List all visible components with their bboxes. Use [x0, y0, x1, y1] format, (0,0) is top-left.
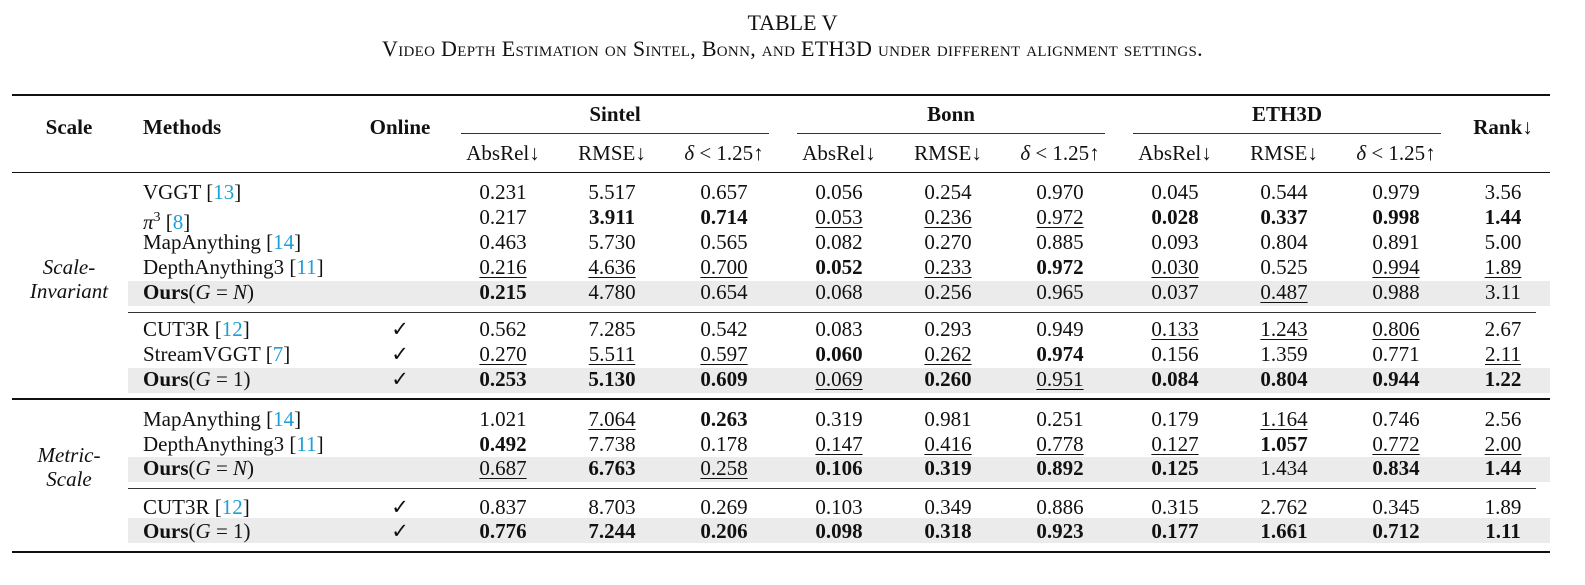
- metric-value: 0.806: [1372, 317, 1420, 341]
- citation-link[interactable]: [11]: [284, 432, 324, 456]
- metric-value: 0.084: [1151, 367, 1199, 391]
- metric-value: 0.700: [700, 255, 748, 279]
- metric-value: 4.780: [588, 280, 636, 304]
- metric-value: 0.525: [1260, 255, 1308, 279]
- method-config: (G = N): [188, 456, 255, 480]
- metric-value: 0.972: [1036, 255, 1084, 279]
- subgroup-separator-2: [128, 488, 1536, 489]
- rank-value: 2.67: [1484, 317, 1522, 341]
- metric-value: 0.045: [1151, 180, 1199, 204]
- metric-value: 0.069: [815, 367, 863, 391]
- metric-value: 5.511: [588, 342, 636, 366]
- header-rank: Rank↓: [1473, 115, 1533, 139]
- rank-value: 1.11: [1485, 519, 1521, 543]
- metric-value: 0.463: [479, 230, 527, 254]
- citation-link[interactable]: [11]: [284, 255, 324, 279]
- metric-value: 0.217: [479, 205, 527, 229]
- scale-label-metric-line1: Metric-: [37, 443, 101, 467]
- metric-value: 0.125: [1151, 456, 1199, 480]
- subgroup-separator-1: [128, 312, 1536, 313]
- metric-value: 0.834: [1372, 456, 1420, 480]
- metric-value: 2.762: [1260, 495, 1308, 519]
- method-cell: [143, 519, 251, 544]
- method-name: CUT3R: [143, 317, 210, 341]
- method-name: DepthAnything3: [143, 255, 285, 279]
- method-config: (G = N): [188, 280, 255, 304]
- citation-link[interactable]: [14]: [260, 407, 302, 431]
- metric-value: 0.258: [700, 456, 748, 480]
- bonn-underline: [797, 133, 1105, 134]
- method-cell: [143, 456, 254, 481]
- citation-link[interactable]: [14]: [260, 230, 302, 254]
- metric-value: 0.337: [1260, 205, 1308, 229]
- metric-value: 0.778: [1036, 432, 1084, 456]
- metric-value: 0.256: [924, 280, 972, 304]
- metric-value: 0.981: [924, 407, 972, 431]
- method-name: VGGT: [143, 180, 201, 204]
- citation-link[interactable]: [12]: [209, 495, 250, 519]
- method-name: Ours: [143, 280, 189, 304]
- metric-value: 0.804: [1260, 230, 1308, 254]
- metric-value: 0.886: [1036, 495, 1084, 519]
- metric-value: 0.657: [700, 180, 748, 204]
- metric-value: 0.837: [479, 495, 527, 519]
- header-online: Online: [369, 115, 431, 139]
- metric-value: 0.891: [1372, 230, 1420, 254]
- method-name: StreamVGGT: [143, 342, 261, 366]
- scale-label-invariant: [30, 255, 108, 303]
- metric-value: 0.233: [924, 255, 972, 279]
- scale-label-metric: [38, 443, 101, 491]
- header-metric-bonn-rmse: RMSE↓: [914, 141, 982, 165]
- metric-value: 0.972: [1036, 205, 1084, 229]
- metric-value: 0.994: [1372, 255, 1420, 279]
- metric-value: 0.127: [1151, 432, 1199, 456]
- citation-link[interactable]: [7]: [260, 342, 291, 366]
- metric-value: 0.179: [1151, 407, 1199, 431]
- method-cell: [143, 280, 254, 305]
- method-cell: [143, 407, 301, 432]
- rank-value: 3.11: [1485, 280, 1521, 304]
- metric-value: 0.083: [815, 317, 863, 341]
- method-name: MapAnything: [143, 407, 261, 431]
- header-methods: Methods: [143, 115, 222, 139]
- rank-value: 5.00: [1484, 230, 1522, 254]
- metric-value: 0.030: [1151, 255, 1199, 279]
- metric-value: 7.738: [588, 432, 636, 456]
- header-metric-sintel-delta: δ < 1.25↑: [684, 141, 764, 165]
- rank-value: 1.44: [1484, 456, 1522, 480]
- metric-value: 7.244: [588, 519, 636, 543]
- metric-value: 0.885: [1036, 230, 1084, 254]
- online-check-icon: ✓: [391, 367, 409, 391]
- method-name: MapAnything: [143, 230, 261, 254]
- metric-value: 5.130: [588, 367, 636, 391]
- metric-value: 0.951: [1036, 367, 1084, 391]
- metric-value: 0.177: [1151, 519, 1199, 543]
- metric-value: 1.057: [1260, 432, 1308, 456]
- metric-value: 0.216: [479, 255, 527, 279]
- header-metric-bonn-absrel: AbsRel↓: [802, 141, 876, 165]
- metric-value: 0.156: [1151, 342, 1199, 366]
- metric-value: 0.178: [700, 432, 748, 456]
- metric-value: 0.260: [924, 367, 972, 391]
- header-sintel: Sintel: [589, 102, 641, 126]
- metric-value: 0.053: [815, 205, 863, 229]
- method-name: $\pi^3$: [143, 210, 161, 234]
- metric-value: 0.565: [700, 230, 748, 254]
- online-check-icon: ✓: [391, 495, 409, 519]
- rank-value: 1.44: [1484, 205, 1522, 229]
- scale-label-invariant-line1: Scale-: [42, 255, 96, 279]
- metric-value: 0.251: [1036, 407, 1084, 431]
- rank-value: 2.56: [1484, 407, 1522, 431]
- method-cell: [143, 180, 241, 205]
- metric-value: 7.285: [588, 317, 636, 341]
- metric-value: 0.093: [1151, 230, 1199, 254]
- metric-value: 0.970: [1036, 180, 1084, 204]
- metric-value: 1.243: [1260, 317, 1308, 341]
- table-number: TABLE V: [747, 10, 838, 35]
- metric-value: 0.236: [924, 205, 972, 229]
- citation-link[interactable]: [8]: [160, 210, 191, 234]
- header-metric-sintel-absrel: AbsRel↓: [466, 141, 540, 165]
- header-metric-eth3d-rmse: RMSE↓: [1250, 141, 1318, 165]
- metric-value: 8.703: [588, 495, 636, 519]
- metric-value: 0.776: [479, 519, 527, 543]
- citation-link[interactable]: [12]: [209, 317, 250, 341]
- metric-value: 0.949: [1036, 317, 1084, 341]
- metric-value: 1.021: [479, 407, 527, 431]
- header-scale: Scale: [45, 115, 93, 139]
- group-rule: [12, 398, 1550, 400]
- online-check-icon: ✓: [391, 342, 409, 366]
- metric-value: 0.037: [1151, 280, 1199, 304]
- metric-value: 0.349: [924, 495, 972, 519]
- metric-value: 7.064: [588, 407, 636, 431]
- header-metric-sintel-rmse: RMSE↓: [578, 141, 646, 165]
- header-metric-eth3d-absrel: AbsRel↓: [1138, 141, 1212, 165]
- rank-value: 2.11: [1485, 342, 1521, 366]
- method-cell: [143, 367, 251, 392]
- metric-value: 0.345: [1372, 495, 1420, 519]
- header-bonn: Bonn: [927, 102, 975, 126]
- metric-value: 0.215: [479, 280, 527, 304]
- rank-value: 1.89: [1484, 255, 1522, 279]
- online-check-icon: ✓: [391, 519, 409, 543]
- method-cell: [143, 495, 250, 520]
- metric-value: 0.597: [700, 342, 748, 366]
- metric-value: 0.746: [1372, 407, 1420, 431]
- metric-value: 0.892: [1036, 456, 1084, 480]
- metric-value: 3.911: [588, 205, 636, 229]
- metric-value: 0.772: [1372, 432, 1420, 456]
- metric-value: 0.544: [1260, 180, 1308, 204]
- metric-value: 0.133: [1151, 317, 1199, 341]
- metric-value: 0.687: [479, 456, 527, 480]
- metric-value: 1.661: [1260, 519, 1308, 543]
- header-rule: [12, 172, 1550, 173]
- method-name: CUT3R: [143, 495, 210, 519]
- metric-value: 0.263: [700, 407, 748, 431]
- metric-value: 1.434: [1260, 456, 1308, 480]
- method-name: Ours: [143, 456, 189, 480]
- metric-value: 0.106: [815, 456, 863, 480]
- metric-value: 0.206: [700, 519, 748, 543]
- top-rule: [12, 94, 1550, 96]
- metric-value: 0.804: [1260, 367, 1308, 391]
- metric-value: 0.318: [924, 519, 972, 543]
- citation-link[interactable]: [13]: [200, 180, 242, 204]
- rank-value: 1.89: [1484, 495, 1522, 519]
- metric-value: 0.712: [1372, 519, 1420, 543]
- metric-value: 1.164: [1260, 407, 1308, 431]
- metric-value: 0.979: [1372, 180, 1420, 204]
- metric-value: 0.231: [479, 180, 527, 204]
- metric-value: 0.319: [924, 456, 972, 480]
- bottom-rule: [12, 551, 1550, 553]
- scale-label-invariant-line2: Invariant: [29, 279, 109, 303]
- scale-label-metric-line2: Scale: [46, 467, 92, 491]
- method-cell: [143, 342, 290, 367]
- metric-value: 0.771: [1372, 342, 1420, 366]
- metric-value: 0.487: [1260, 280, 1308, 304]
- header-metric-eth3d-delta: δ < 1.25↑: [1356, 141, 1436, 165]
- method-cell: [143, 230, 301, 255]
- metric-value: 0.492: [479, 432, 527, 456]
- metric-value: 0.315: [1151, 495, 1199, 519]
- online-check-icon: ✓: [391, 317, 409, 341]
- rank-value: 2.00: [1484, 432, 1522, 456]
- method-config: (G = 1): [188, 367, 251, 391]
- metric-value: 0.416: [924, 432, 972, 456]
- metric-value: 0.068: [815, 280, 863, 304]
- metric-value: 0.056: [815, 180, 863, 204]
- method-config: (G = 1): [188, 519, 251, 543]
- metric-value: 0.714: [700, 205, 748, 229]
- metric-value: 0.293: [924, 317, 972, 341]
- metric-value: 0.082: [815, 230, 863, 254]
- metric-value: 0.270: [479, 342, 527, 366]
- method-name: Ours: [143, 519, 189, 543]
- method-name: DepthAnything3: [143, 432, 285, 456]
- metric-value: 0.270: [924, 230, 972, 254]
- metric-value: 0.542: [700, 317, 748, 341]
- eth3d-underline: [1133, 133, 1441, 134]
- sintel-underline: [461, 133, 769, 134]
- metric-value: 0.998: [1372, 205, 1420, 229]
- metric-value: 0.060: [815, 342, 863, 366]
- metric-value: 0.923: [1036, 519, 1084, 543]
- metric-value: 0.609: [700, 367, 748, 391]
- metric-value: 0.103: [815, 495, 863, 519]
- metric-value: 0.562: [479, 317, 527, 341]
- metric-value: 0.988: [1372, 280, 1420, 304]
- method-cell: [143, 317, 250, 342]
- method-name: Ours: [143, 367, 189, 391]
- rank-value: 1.22: [1484, 367, 1522, 391]
- metric-value: 4.636: [588, 255, 636, 279]
- metric-value: 0.974: [1036, 342, 1084, 366]
- metric-value: 5.517: [588, 180, 636, 204]
- table-caption: [0, 10, 1585, 62]
- table-title: Video Depth Estimation on Sintel, Bonn, and ETH3D under different alignment settings.: [382, 36, 1203, 61]
- metric-value: 0.147: [815, 432, 863, 456]
- header-eth3d: ETH3D: [1251, 102, 1323, 126]
- metric-value: 0.319: [815, 407, 863, 431]
- method-cell: [143, 432, 324, 457]
- rank-value: 3.56: [1484, 180, 1522, 204]
- metric-value: 6.763: [588, 456, 636, 480]
- metric-value: 0.654: [700, 280, 748, 304]
- metric-value: 0.944: [1372, 367, 1420, 391]
- metric-value: 0.269: [700, 495, 748, 519]
- metric-value: 5.730: [588, 230, 636, 254]
- method-cell: [143, 255, 324, 280]
- metric-value: 0.253: [479, 367, 527, 391]
- metric-value: 0.262: [924, 342, 972, 366]
- header-metric-bonn-delta: δ < 1.25↑: [1020, 141, 1100, 165]
- metric-value: 0.098: [815, 519, 863, 543]
- metric-value: 1.359: [1260, 342, 1308, 366]
- metric-value: 0.254: [924, 180, 972, 204]
- metric-value: 0.965: [1036, 280, 1084, 304]
- metric-value: 0.028: [1151, 205, 1199, 229]
- metric-value: 0.052: [815, 255, 863, 279]
